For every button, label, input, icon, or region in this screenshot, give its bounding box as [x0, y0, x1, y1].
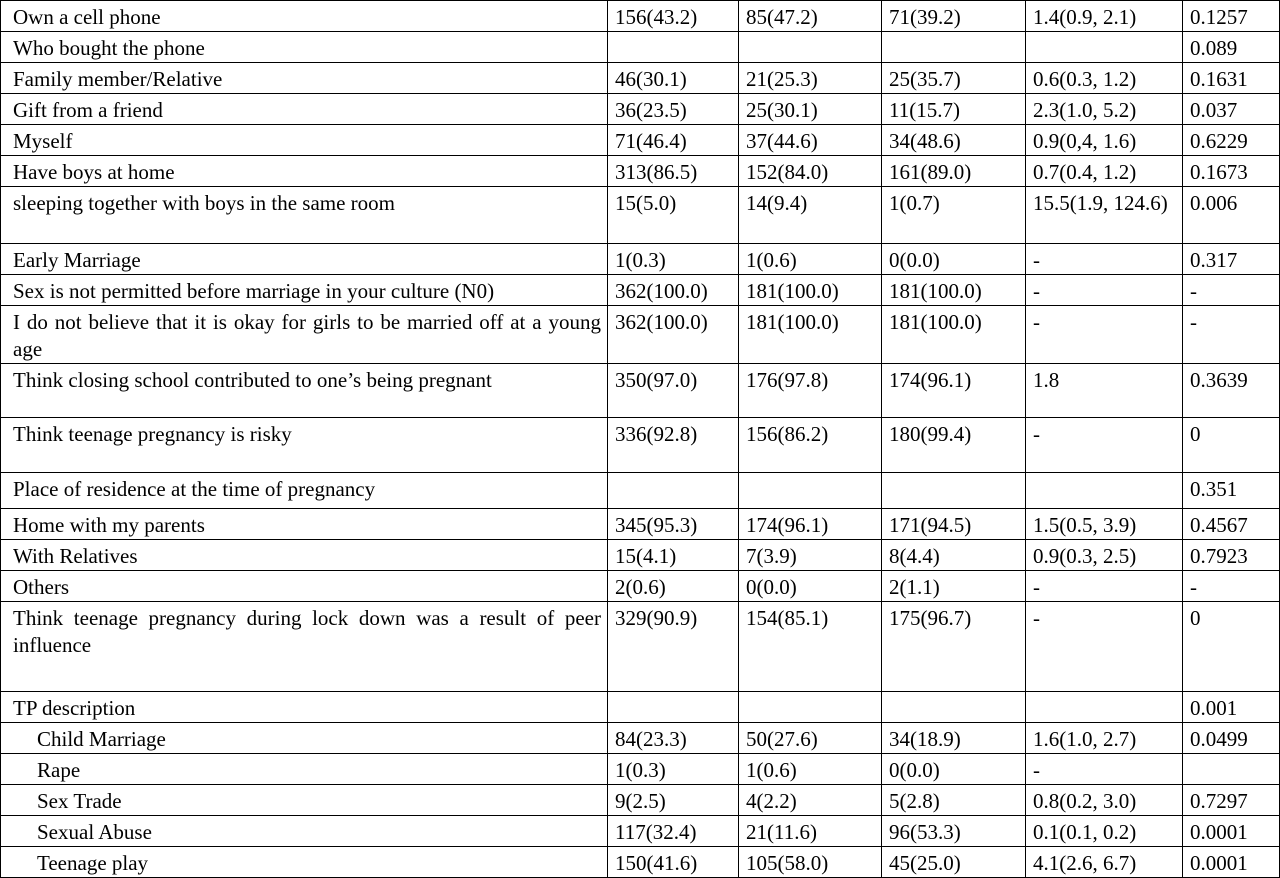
cell-value: 350(97.0): [608, 364, 739, 418]
table-row: [1, 306, 1280, 364]
cell-value: 1(0.6): [739, 754, 882, 785]
cell-value: 313(86.5): [608, 156, 739, 187]
cell-value: 181(100.0): [882, 275, 1026, 306]
cell-value: 362(100.0): [608, 275, 739, 306]
table-row: [1, 418, 1280, 473]
cell-value: 171(94.5): [882, 509, 1026, 540]
row-label: Family member/Relative: [1, 63, 608, 94]
table-row: [1, 275, 1280, 306]
cell-value: 9(2.5): [608, 785, 739, 816]
row-label: Think teenage pregnancy is risky: [1, 418, 608, 473]
table-row: [1, 187, 1280, 244]
row-label: I do not believe that it is okay for girls to be married off at a young age: [1, 306, 608, 364]
table-row: [1, 509, 1280, 540]
cell-value: 1(0.6): [739, 244, 882, 275]
cell-value: [882, 32, 1026, 63]
cell-value: 0.351: [1183, 473, 1280, 509]
cell-value: [739, 32, 882, 63]
table-row: [1, 723, 1280, 754]
cell-value: 1.6(1.0, 2.7): [1026, 723, 1183, 754]
cell-value: 34(48.6): [882, 125, 1026, 156]
cell-value: 0.1631: [1183, 63, 1280, 94]
cell-value: 0.001: [1183, 692, 1280, 723]
cell-value: 14(9.4): [739, 187, 882, 244]
cell-value: 0.8(0.2, 3.0): [1026, 785, 1183, 816]
cell-value: 156(43.2): [608, 1, 739, 32]
row-label: With Relatives: [1, 540, 608, 571]
cell-value: 0.317: [1183, 244, 1280, 275]
cell-value: 0.9(0.3, 2.5): [1026, 540, 1183, 571]
row-label: Think teenage pregnancy during lock down was a result of peer influence: [1, 602, 608, 692]
table-row: [1, 32, 1280, 63]
cell-value: [608, 473, 739, 509]
cell-value: 0: [1183, 418, 1280, 473]
table-row: [1, 473, 1280, 509]
cell-value: 0: [1183, 602, 1280, 692]
row-label: Have boys at home: [1, 156, 608, 187]
cell-value: 362(100.0): [608, 306, 739, 364]
cell-value: 174(96.1): [739, 509, 882, 540]
cell-value: 0.1257: [1183, 1, 1280, 32]
cell-value: 1(0.7): [882, 187, 1026, 244]
cell-value: 1.5(0.5, 3.9): [1026, 509, 1183, 540]
table-row: [1, 364, 1280, 418]
cell-value: 181(100.0): [739, 306, 882, 364]
cell-value: 46(30.1): [608, 63, 739, 94]
table-row: [1, 125, 1280, 156]
cell-value: 0.0001: [1183, 847, 1280, 878]
cell-value: 21(11.6): [739, 816, 882, 847]
cell-value: 0.3639: [1183, 364, 1280, 418]
table-row: [1, 692, 1280, 723]
table-row: [1, 156, 1280, 187]
row-label: TP description: [1, 692, 608, 723]
cell-value: [1026, 32, 1183, 63]
cell-value: 0.7923: [1183, 540, 1280, 571]
cell-value: 1(0.3): [608, 244, 739, 275]
table-row: [1, 754, 1280, 785]
cell-value: 0.7297: [1183, 785, 1280, 816]
cell-value: 45(25.0): [882, 847, 1026, 878]
cell-value: [1026, 473, 1183, 509]
cell-value: 2(0.6): [608, 571, 739, 602]
table-row: [1, 847, 1280, 878]
cell-value: [739, 473, 882, 509]
cell-value: 25(30.1): [739, 94, 882, 125]
cell-value: 154(85.1): [739, 602, 882, 692]
cell-value: 0.4567: [1183, 509, 1280, 540]
cell-value: 0.089: [1183, 32, 1280, 63]
cell-value: 7(3.9): [739, 540, 882, 571]
table-row: [1, 785, 1280, 816]
cell-value: 8(4.4): [882, 540, 1026, 571]
cell-value: -: [1026, 275, 1183, 306]
table-row: [1, 816, 1280, 847]
cell-value: -: [1026, 244, 1183, 275]
cell-value: 25(35.7): [882, 63, 1026, 94]
cell-value: 174(96.1): [882, 364, 1026, 418]
cell-value: 15(5.0): [608, 187, 739, 244]
cell-value: -: [1183, 306, 1280, 364]
cell-value: 0.037: [1183, 94, 1280, 125]
row-label: Home with my parents: [1, 509, 608, 540]
cell-value: [608, 32, 739, 63]
cell-value: 0.9(0,4, 1.6): [1026, 125, 1183, 156]
cell-value: 4.1(2.6, 6.7): [1026, 847, 1183, 878]
cell-value: 105(58.0): [739, 847, 882, 878]
cell-value: 5(2.8): [882, 785, 1026, 816]
cell-value: 71(46.4): [608, 125, 739, 156]
cell-value: -: [1026, 602, 1183, 692]
cell-value: 11(15.7): [882, 94, 1026, 125]
row-label: Think closing school contributed to one’s being pregnant: [1, 364, 608, 418]
cell-value: 1.4(0.9, 2.1): [1026, 1, 1183, 32]
row-label: Teenage play: [1, 847, 608, 878]
row-label: sleeping together with boys in the same room: [1, 187, 608, 244]
row-label: Own a cell phone: [1, 1, 608, 32]
row-label: Others: [1, 571, 608, 602]
cell-value: 1.8: [1026, 364, 1183, 418]
cell-value: [608, 692, 739, 723]
cell-value: 21(25.3): [739, 63, 882, 94]
cell-value: 71(39.2): [882, 1, 1026, 32]
cell-value: 0.0001: [1183, 816, 1280, 847]
cell-value: 1(0.3): [608, 754, 739, 785]
cell-value: 2.3(1.0, 5.2): [1026, 94, 1183, 125]
row-label: Sex Trade: [1, 785, 608, 816]
cell-value: 0.7(0.4, 1.2): [1026, 156, 1183, 187]
cell-value: 37(44.6): [739, 125, 882, 156]
cell-value: 15.5(1.9, 124.6): [1026, 187, 1183, 244]
row-label: Sexual Abuse: [1, 816, 608, 847]
cell-value: [882, 692, 1026, 723]
cell-value: -: [1026, 418, 1183, 473]
row-label: Child Marriage: [1, 723, 608, 754]
cell-value: 176(97.8): [739, 364, 882, 418]
row-label: Early Marriage: [1, 244, 608, 275]
cell-value: [882, 473, 1026, 509]
row-label: Rape: [1, 754, 608, 785]
cell-value: 175(96.7): [882, 602, 1026, 692]
table-row: [1, 1, 1280, 32]
table-row: [1, 540, 1280, 571]
cell-value: 0.6(0.3, 1.2): [1026, 63, 1183, 94]
cell-value: 0.006: [1183, 187, 1280, 244]
cell-value: 84(23.3): [608, 723, 739, 754]
row-label: Gift from a friend: [1, 94, 608, 125]
cell-value: -: [1026, 306, 1183, 364]
cell-value: 152(84.0): [739, 156, 882, 187]
row-label: Sex is not permitted before marriage in your culture (N0): [1, 275, 608, 306]
cell-value: 96(53.3): [882, 816, 1026, 847]
cell-value: 50(27.6): [739, 723, 882, 754]
cell-value: 117(32.4): [608, 816, 739, 847]
cell-value: 336(92.8): [608, 418, 739, 473]
cell-value: -: [1183, 571, 1280, 602]
table-row: [1, 244, 1280, 275]
cell-value: 329(90.9): [608, 602, 739, 692]
cell-value: [1183, 754, 1280, 785]
cell-value: 156(86.2): [739, 418, 882, 473]
cell-value: 0.1(0.1, 0.2): [1026, 816, 1183, 847]
cell-value: 0.0499: [1183, 723, 1280, 754]
cell-value: 180(99.4): [882, 418, 1026, 473]
cell-value: 34(18.9): [882, 723, 1026, 754]
cell-value: 0(0.0): [739, 571, 882, 602]
cell-value: 36(23.5): [608, 94, 739, 125]
cell-value: 181(100.0): [882, 306, 1026, 364]
cell-value: 2(1.1): [882, 571, 1026, 602]
cell-value: -: [1026, 571, 1183, 602]
cell-value: 85(47.2): [739, 1, 882, 32]
cell-value: [739, 692, 882, 723]
table-row: [1, 571, 1280, 602]
cell-value: 4(2.2): [739, 785, 882, 816]
cell-value: 0(0.0): [882, 244, 1026, 275]
cell-value: 0.1673: [1183, 156, 1280, 187]
table-row: [1, 63, 1280, 94]
row-label: Place of residence at the time of pregnancy: [1, 473, 608, 509]
cell-value: 0(0.0): [882, 754, 1026, 785]
cell-value: 161(89.0): [882, 156, 1026, 187]
cell-value: 181(100.0): [739, 275, 882, 306]
row-label: Who bought the phone: [1, 32, 608, 63]
table-row: [1, 94, 1280, 125]
cell-value: [1026, 692, 1183, 723]
cell-value: 0.6229: [1183, 125, 1280, 156]
cell-value: 15(4.1): [608, 540, 739, 571]
table-row: [1, 602, 1280, 692]
cell-value: -: [1026, 754, 1183, 785]
cell-value: 150(41.6): [608, 847, 739, 878]
row-label: Myself: [1, 125, 608, 156]
cell-value: 345(95.3): [608, 509, 739, 540]
cell-value: -: [1183, 275, 1280, 306]
